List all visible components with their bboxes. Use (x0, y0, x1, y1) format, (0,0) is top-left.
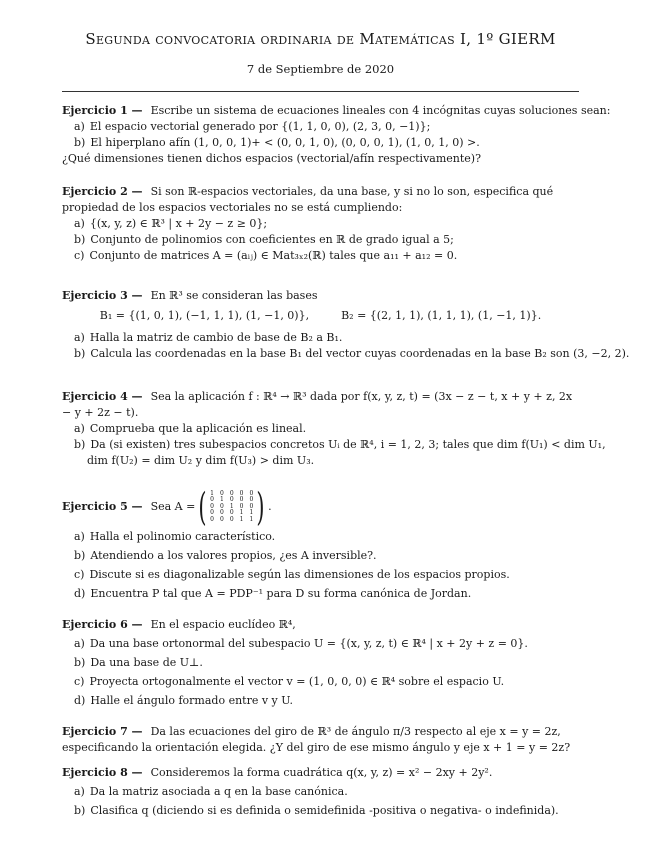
matrix-a (195, 485, 268, 529)
matrix-row (207, 517, 256, 524)
matrix-entry: 0 (210, 496, 214, 504)
basis-b1: B₁ = {(1, 0, 1), (−1, 1, 1), (1, −1, 0)}, (99, 309, 310, 322)
exam-title: Segunda convocatoria ordinaria de Matemáticas I, 1º GIERM (85, 30, 556, 48)
matrix-entry: 1 (210, 489, 214, 497)
exercise-3-intro: En ℝ³ se consideran las bases (150, 289, 318, 302)
exam-page (62, 0, 630, 848)
exercise-6-item-d (62, 693, 579, 709)
exercise-5-heading: Ejercicio 5 — (62, 500, 143, 513)
exercise-4 (62, 389, 606, 469)
exercise-5-item-c (62, 567, 579, 583)
exercise-8 (62, 765, 579, 819)
exercise-4-item-a (62, 421, 579, 437)
item-label: c) (74, 249, 85, 262)
exercise-1 (62, 103, 611, 167)
item-text: Halla el polinomio característico. (89, 530, 276, 543)
exercise-1-heading: Ejercicio 1 — (62, 104, 143, 117)
matrix-entry: 1 (249, 509, 254, 517)
exercise-3 (62, 288, 630, 362)
exercise-2-item-a (62, 216, 579, 232)
exam-date: 7 de Septiembre de 2020 (246, 62, 395, 76)
item-text: Da una base de U⊥. (90, 656, 203, 669)
exercise-4-item-b-continued: dim f(U₂) = dim U₂ y dim f(U₃) > dim U₃. (87, 454, 315, 467)
item-label: d) (74, 694, 86, 707)
item-label: c) (74, 568, 85, 581)
left-paren: ( (198, 485, 207, 529)
exercise-4-intro: Sea la aplicación f : ℝ⁴ → ℝ³ dada por f(x, y, z, t) = (3x − z − t, x + y + z, 2x − y + 2z − t). (62, 390, 573, 419)
exercise-2-item-b (62, 232, 579, 248)
item-label: b) (74, 656, 86, 669)
exercise-6-item-a (62, 636, 579, 652)
exercise-5-end: . (268, 500, 272, 513)
exercise-6-heading: Ejercicio 6 — (62, 618, 143, 631)
item-text: Atendiendo a los valores propios, ¿es A inversible?. (90, 549, 377, 562)
item-label: b) (74, 233, 86, 246)
matrix-entry: 1 (239, 509, 244, 517)
item-text: Clasifica q (diciendo si es definida o semidefinida -positiva o negativa- o indefinida). (90, 804, 559, 817)
matrix-entry: 0 (239, 496, 244, 504)
right-paren: ) (256, 485, 265, 529)
matrix-entry: 0 (249, 489, 254, 497)
item-text: Halle el ángulo formado entre v y U. (90, 694, 294, 707)
item-text: Proyecta ortogonalmente el vector v = (1, 0, 0, 0) ∈ ℝ⁴ sobre el espacio U. (89, 675, 505, 688)
exercise-3-item-a (62, 330, 579, 346)
item-label: d) (74, 587, 86, 600)
exercise-3-bases (62, 308, 579, 324)
item-text: El hiperplano afín (1, 0, 0, 1)+ < (0, 0, 1, 0), (0, 0, 0, 1), (1, 0, 1, 0) >. (90, 136, 480, 149)
exercise-7-intro: Da las ecuaciones del giro de ℝ³ de ángulo π/3 respecto al eje x = y = 2z, especificando la orientación elegida. ¿Y del giro de ese mismo ángulo y eje x + 1 = y = 2z? (62, 725, 571, 754)
matrix-entry: 0 (229, 489, 234, 497)
exercise-6 (62, 617, 579, 709)
header-rule (62, 91, 579, 92)
exercise-7 (62, 724, 579, 756)
item-label: a) (74, 422, 85, 435)
matrix-entry: 0 (239, 502, 244, 510)
matrix-entry: 0 (219, 502, 224, 510)
exercise-5-item-d (62, 586, 579, 602)
item-label: a) (74, 637, 85, 650)
item-text: Da la matriz asociada a q en la base canónica. (89, 785, 348, 798)
item-text: Conjunto de polinomios con coeficientes en ℝ de grado igual a 5; (90, 233, 454, 246)
item-label: b) (74, 804, 86, 817)
exercise-2-heading: Ejercicio 2 — (62, 185, 143, 198)
matrix-entry: 0 (219, 509, 224, 517)
item-text: Da (si existen) tres subespacios concretos Uᵢ de ℝ⁴, i = 1, 2, 3; tales que dim f(U₁) < dim U₁, (90, 438, 606, 451)
item-label: a) (74, 120, 85, 133)
exercise-6-item-c (62, 674, 579, 690)
item-text: {(x, y, z) ∈ ℝ³ | x + 2y − z ≥ 0}; (89, 217, 268, 230)
exercise-1-item-b (62, 135, 579, 151)
exercise-1-question: ¿Qué dimensiones tienen dichos espacios (vectorial/afín respectivamente)? (62, 152, 481, 165)
exercise-2-item-c (62, 248, 579, 264)
item-label: b) (74, 347, 86, 360)
matrix-entry: 1 (219, 496, 224, 504)
matrix-entry: 0 (229, 509, 234, 517)
item-label: b) (74, 136, 86, 149)
item-label: a) (74, 530, 85, 543)
exercise-3-item-b (62, 346, 630, 362)
item-text: Calcula las coordenadas en la base B₁ del vector cuyas coordenadas en la base B₂ son (3, −2, 2). (90, 347, 630, 360)
item-label: a) (74, 331, 85, 344)
item-text: Discute si es diagonalizable según las dimensiones de los espacios propios. (89, 568, 510, 581)
matrix-entry: 0 (229, 515, 234, 523)
matrix-entry: 0 (239, 489, 244, 497)
item-text: Encuentra P tal que A = PDP⁻¹ para D su forma canónica de Jordan. (90, 587, 472, 600)
matrix-entry: 0 (210, 515, 214, 523)
item-text: Da una base ortonormal del subespacio U = {(x, y, z, t) ∈ ℝ⁴ | x + 2y + z = 0}. (89, 637, 528, 650)
matrix-entry: 0 (249, 502, 254, 510)
exercise-6-item-b (62, 655, 579, 671)
item-text: Conjunto de matrices A = (aᵢⱼ) ∈ Mat₃ₓ₂(ℝ) tales que a₁₁ + a₁₂ = 0. (89, 249, 458, 262)
exercise-1-item-a (62, 119, 579, 135)
matrix-entry: 0 (219, 489, 224, 497)
item-label: c) (74, 675, 85, 688)
exercise-2 (62, 184, 579, 264)
matrix-entry: 0 (210, 502, 214, 510)
exercise-5-item-b (62, 548, 579, 564)
exercise-5 (62, 485, 579, 602)
exercise-7-heading: Ejercicio 7 — (62, 725, 143, 738)
exercise-8-intro: Consideremos la forma cuadrática q(x, y, z) = x² − 2xy + 2y². (150, 766, 493, 779)
item-label: b) (74, 438, 86, 451)
exercise-6-intro: En el espacio euclídeo ℝ⁴, (150, 618, 296, 631)
exercise-5-intro: Sea A = (150, 500, 196, 513)
exercise-5-item-a (62, 529, 579, 545)
exercise-1-intro: Escribe un sistema de ecuaciones lineales con 4 incógnitas cuyas soluciones sean: (150, 104, 611, 117)
exercise-4-heading: Ejercicio 4 — (62, 390, 143, 403)
exercise-3-heading: Ejercicio 3 — (62, 289, 143, 302)
matrix-a-entries (207, 491, 256, 524)
item-label: b) (74, 549, 86, 562)
item-text: Halla la matriz de cambio de base de B₂ a B₁. (89, 331, 343, 344)
matrix-entry: 0 (249, 496, 254, 504)
matrix-entry: 1 (229, 502, 234, 510)
matrix-entry: 0 (229, 496, 234, 504)
exercise-4-item-b (62, 437, 606, 453)
matrix-entry: 0 (219, 515, 224, 523)
exercise-8-item-a (62, 784, 579, 800)
matrix-entry: 0 (210, 509, 214, 517)
basis-b2: B₂ = {(2, 1, 1), (1, 1, 1), (1, −1, 1)}. (341, 309, 542, 322)
exercise-2-intro: Si son ℝ-espacios vectoriales, da una base, y si no lo son, especifica qué propiedad de los espacios vectoriales no se está cumpliendo: (62, 185, 554, 214)
matrix-entry: 1 (249, 515, 254, 523)
item-text: El espacio vectorial generado por {(1, 1, 0, 0), (2, 3, 0, −1)}; (89, 120, 431, 133)
item-label: a) (74, 217, 85, 230)
item-text: Comprueba que la aplicación es lineal. (89, 422, 307, 435)
matrix-entry: 1 (239, 515, 244, 523)
item-label: a) (74, 785, 85, 798)
exercise-8-heading: Ejercicio 8 — (62, 766, 143, 779)
exercise-8-item-b (62, 803, 579, 819)
